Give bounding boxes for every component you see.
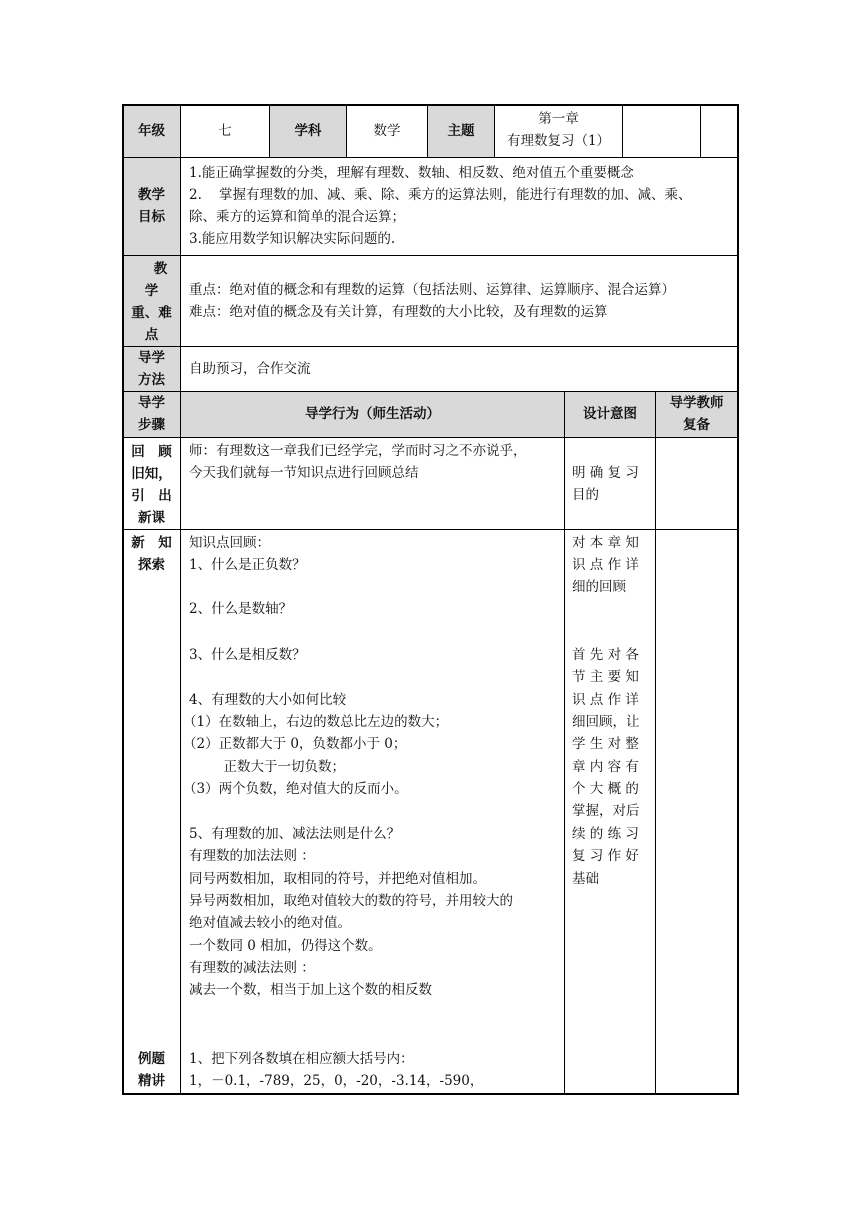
focus-text: 重点：绝对值的概念和有理数的运算（包括法则、运算律、运算顺序、混合运算） (189, 282, 675, 298)
example-line-1: 1、把下列各数填在相应额大括号内： (189, 1051, 414, 1067)
grid-v-h5 (622, 104, 623, 158)
grid-h-1 (122, 157, 739, 158)
method-value: 自助预习，合作交流 (189, 361, 311, 377)
intent-line: 识 点 作 详 (572, 692, 639, 708)
grid-h-6 (122, 529, 739, 530)
explore-line: 有理数的减法法则 ： (189, 960, 315, 976)
explore-line: 一个数同 0 相加，仍得这个数。 (189, 938, 382, 954)
intent-line: 复 习 作 好 (572, 848, 639, 864)
explore-line: 异号两数相加，取绝对值较大的数的符号，并用较大的 (189, 893, 513, 909)
explore-line: 5、有理数的加、减法法则是什么？ (189, 826, 401, 842)
intent-line: 掌握，对后 (572, 803, 640, 819)
intent-line: 章 内 容 有 (572, 759, 639, 775)
grade-value: 七 (218, 123, 232, 139)
grade-label: 年级 (138, 123, 165, 139)
intent-line: 个 大 概 的 (572, 781, 639, 797)
objective-line: 2. 掌握有理数的加、减、乘、除、乘方的运算法则，能进行有理数的加、减、乘、 (189, 187, 692, 203)
keypoints-label-4: 点 (144, 327, 159, 343)
explore-line: 2、什么是数轴？ (189, 601, 293, 617)
explore-line: 绝对值减去较小的绝对值。 (189, 915, 351, 931)
explore-line: 减去一个数，相当于加上这个数的相反数 (189, 982, 432, 998)
explore-line: 3、什么是相反数？ (189, 647, 306, 663)
intent-line: 节 主 要 知 (572, 669, 639, 685)
explore-line: 正数大于一切负数； (183, 759, 345, 775)
keypoints-label-3: 重、难 (131, 305, 172, 321)
explore-label-1: 新 知 (131, 535, 172, 551)
subject-value: 数学 (373, 123, 401, 139)
explore-line: （1）在数轴上，右边的数总比左边的数大； (183, 714, 449, 730)
topic-line1: 第一章 (538, 111, 579, 127)
review-label-1: 回 顾 (131, 444, 172, 460)
intent-line: 基础 (572, 871, 599, 887)
method-label-2: 方法 (138, 372, 165, 388)
grid-h-4 (122, 391, 739, 392)
grid-v-s2 (655, 391, 656, 1095)
grid-h-3 (122, 346, 739, 347)
teacher-header-2: 复备 (683, 417, 710, 433)
grid-h-5 (122, 437, 739, 438)
objective-line: 1.能正确掌握数的分类，理解有理数、数轴、相反数、绝对值五个重要概念 (189, 165, 634, 181)
grid-h-bottom (122, 1093, 739, 1095)
activity-header: 导学行为（师生活动） (305, 406, 440, 422)
review-activity-2: 今天我们就每一节知识点进行回顾总结 (189, 465, 419, 481)
keypoints-label-1: 教 (153, 261, 168, 277)
review-label-3: 引 出 (131, 488, 172, 504)
teacher-header-1: 导学教师 (669, 395, 724, 411)
steps-label-1: 导学 (138, 395, 165, 411)
grid-v-label (180, 104, 181, 1095)
explore-line: 1、什么是正负数？ (189, 557, 306, 573)
objective-line: 3.能应用数学知识解决实际问题的. (189, 231, 396, 247)
explore-line: （2）正数都大于 0，负数都小于 0； (183, 736, 407, 752)
review-label-4: 新课 (138, 510, 165, 526)
review-activity-1: 师：有理数这一章我们已经学完，学而时习之不亦说乎， (189, 443, 527, 459)
explore-line: 有理数的加法法则 ： (189, 848, 315, 864)
objectives-label-2: 目标 (138, 209, 165, 225)
intent-line: 对 本 章 知 (572, 535, 639, 551)
intent-line: 细的回顾 (572, 579, 626, 595)
grid-v-right (737, 104, 739, 1095)
review-intent-1: 明 确 复 习 (572, 465, 639, 481)
example-line-2: 1，－0.1，-789，25，0，-20，-3.14，-590， (189, 1073, 484, 1089)
intent-header: 设计意图 (583, 406, 637, 422)
explore-line: 知识点回顾： (189, 535, 270, 551)
review-intent-2: 目的 (572, 487, 599, 503)
intent-line: 细回顾，让 (572, 714, 640, 730)
explore-line: （3）两个负数，绝对值大的反而小。 (183, 781, 408, 797)
grid-h-top (122, 104, 739, 106)
example-label-2: 精讲 (138, 1073, 165, 1089)
difficulty-text: 难点：绝对值的概念及有关计算，有理数的大小比较，及有理数的运算 (189, 304, 608, 320)
keypoints-label-2: 学 (144, 283, 159, 299)
intent-line: 学 生 对 整 (572, 736, 639, 752)
topic-line2: 有理数复习（1） (506, 133, 611, 149)
explore-line: 同号两数相加，取相同的符号，并把绝对值相加。 (189, 871, 486, 887)
intent-line: 续 的 练 习 (572, 826, 639, 842)
steps-label-2: 步骤 (138, 417, 165, 433)
example-label-1: 例题 (138, 1051, 165, 1067)
grid-v-left (122, 104, 124, 1095)
method-label-1: 导学 (138, 350, 165, 366)
intent-line: 识 点 作 详 (572, 557, 639, 573)
grid-v-h6 (700, 104, 701, 158)
explore-line: 4、有理数的大小如何比较 (189, 692, 347, 708)
review-label-2: 旧知， (131, 466, 172, 482)
intent-line: 首 先 对 各 (572, 647, 639, 663)
objective-line: 除、乘方的运算和简单的混合运算； (189, 209, 405, 225)
objectives-label-1: 教学 (138, 187, 165, 203)
explore-label-2: 探索 (138, 557, 165, 573)
topic-label: 主题 (447, 123, 475, 139)
subject-label: 学科 (294, 123, 322, 139)
grid-v-s1 (564, 391, 565, 1095)
grid-h-2 (122, 255, 739, 256)
